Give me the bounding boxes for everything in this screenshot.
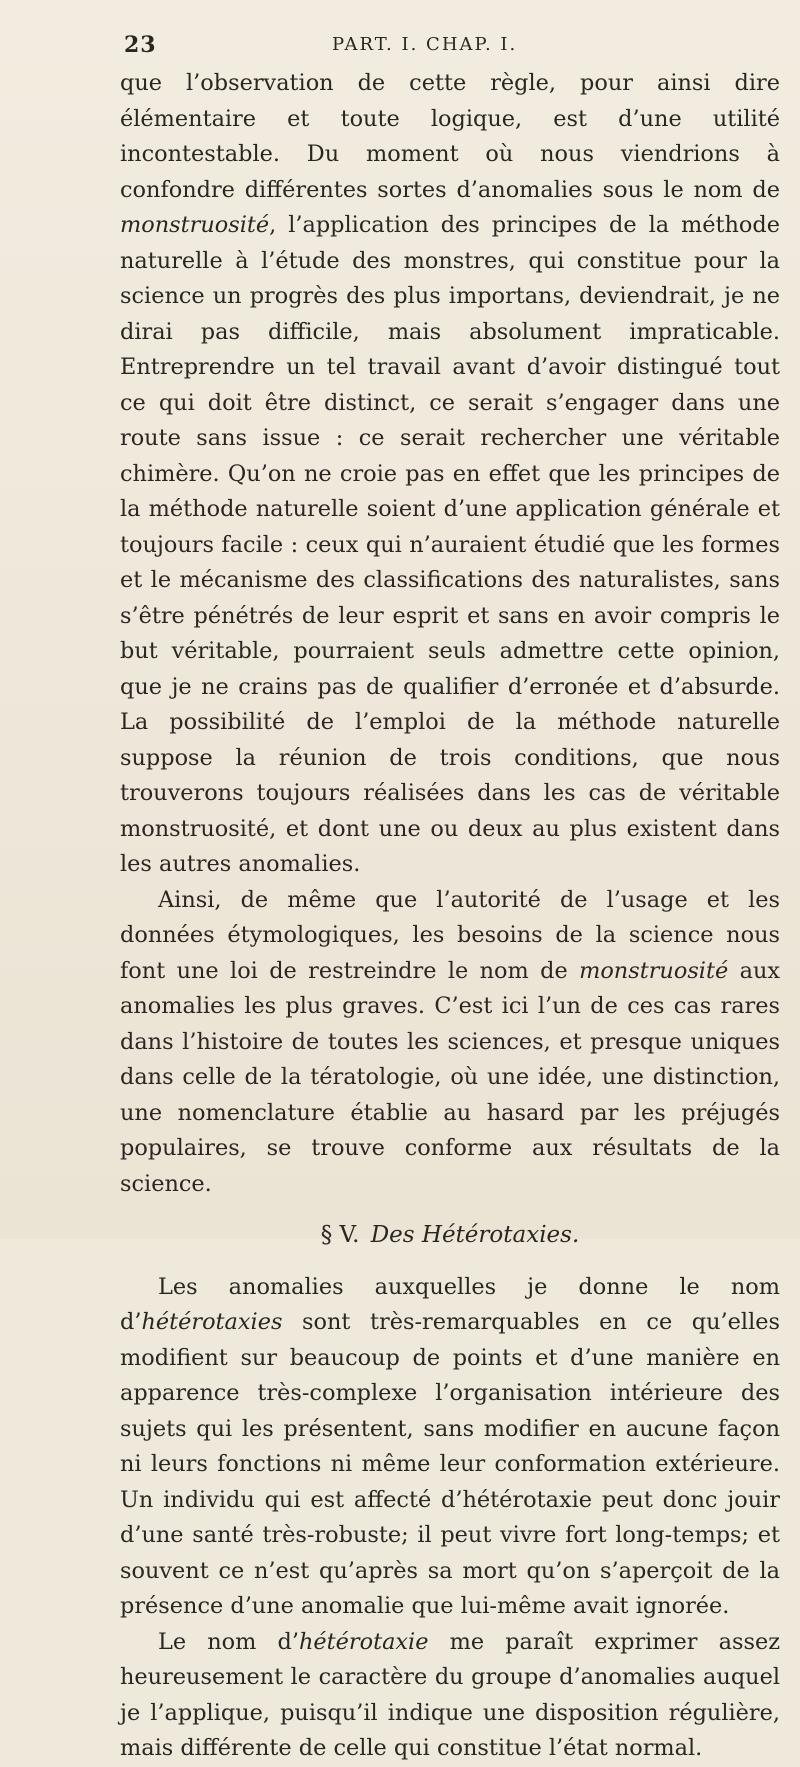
section-heading bbox=[120, 1218, 780, 1254]
running-head bbox=[124, 32, 740, 62]
text-run: me paraît exprimer assez heureusement le caractère du groupe d’anomalies auquel je l’applique, puisqu’il indique une disposition régulière, mais différente de celle qui constitue l’état normal. bbox=[120, 1628, 781, 1761]
italic-term: monstruosité bbox=[120, 212, 270, 238]
paragraph bbox=[120, 1270, 780, 1625]
section-mark: § V. bbox=[320, 1222, 360, 1248]
text-run: que l’observation de cette règle, pour ainsi dire élémentaire et toute logique, est d’une utilité incontestable. Du moment où nous viendrions à confondre différentes sortes d’anomalies sous le nom de bbox=[120, 70, 780, 203]
text-run: Le nom d’ bbox=[158, 1628, 299, 1655]
section-title: Des Hétérotaxies. bbox=[370, 1222, 580, 1248]
text-run: Ainsi, de même que l’autorité de l’usage et les données étymologiques, les besoins de la science nous font une loi de restreindre le nom de bbox=[120, 886, 780, 984]
paragraph bbox=[120, 1625, 780, 1767]
text-run: , l’application des principes de la méthode naturelle à l’étude des monstres, qui constitue pour la science un progrès des plus importans, deviendrait, je ne dirai pas difficile, mais absolument impraticable. Entreprendre un tel travail avant d’avoir distingué tout ce qui doit être distinct, ce serait s’engager dans une route sans issue : ce serait rechercher une véritable chimère. Qu’on ne croie pas en effet que les principes de la méthode naturelle soient d’une application générale et toujours facile : ceux qui n’auraient étudié que les formes et le mécanisme des classifications des naturalistes, sans s’être pénétrés de leur esprit et sans en avoir compris le but véritable, pourraient seuls admettre cette opinion, que je ne crains pas de qualifier d’erronée et d’absurde. La possibilité de l’emploi de la méthode naturelle suppose la réunion de trois conditions, que nous trouverons toujours réalisées dans les cas de véritable monstruosité, et dont une ou deux au plus existent dans les autres anomalies. bbox=[120, 212, 780, 877]
paragraph bbox=[120, 66, 780, 883]
text-run: aux anomalies les plus graves. C’est ici l’un de ces cas rares dans l’histoire de toutes les sciences, et presque uniques dans celle de la tératologie, où une idée, une distinction, une nomenclature établie au hasard par les préjugés populaires, se trouve conforme aux résultats de la science. bbox=[120, 957, 781, 1197]
body-text bbox=[120, 66, 780, 1767]
text-run: sont très-remarquables en ce qu’elles modifient sur beaucoup de points et d’une manière en apparence très-complexe l’organisation intérieure des sujets qui les présentent, sans modifier en aucune façon ni leurs fonctions ni même leur conformation extérieure. Un individu qui est affecté d’hétérotaxie peut donc jouir d’une santé très-robuste; il peut vivre fort long-temps; et souvent ce n’est qu’après sa mort qu’on s’aperçoit de la présence d’une anomalie que lui-même avait ignorée. bbox=[120, 1309, 780, 1619]
italic-term: monstruosité bbox=[579, 957, 729, 984]
page-number: 23 bbox=[124, 32, 157, 58]
text-run: Les anomalies auxquelles je donne le nom d’ bbox=[120, 1273, 780, 1335]
italic-term: hétérotaxies bbox=[141, 1309, 283, 1335]
italic-term: hétérotaxie bbox=[298, 1628, 429, 1655]
paragraph bbox=[120, 883, 780, 1203]
chapter-header: PART. I. CHAP. I. bbox=[332, 34, 518, 55]
